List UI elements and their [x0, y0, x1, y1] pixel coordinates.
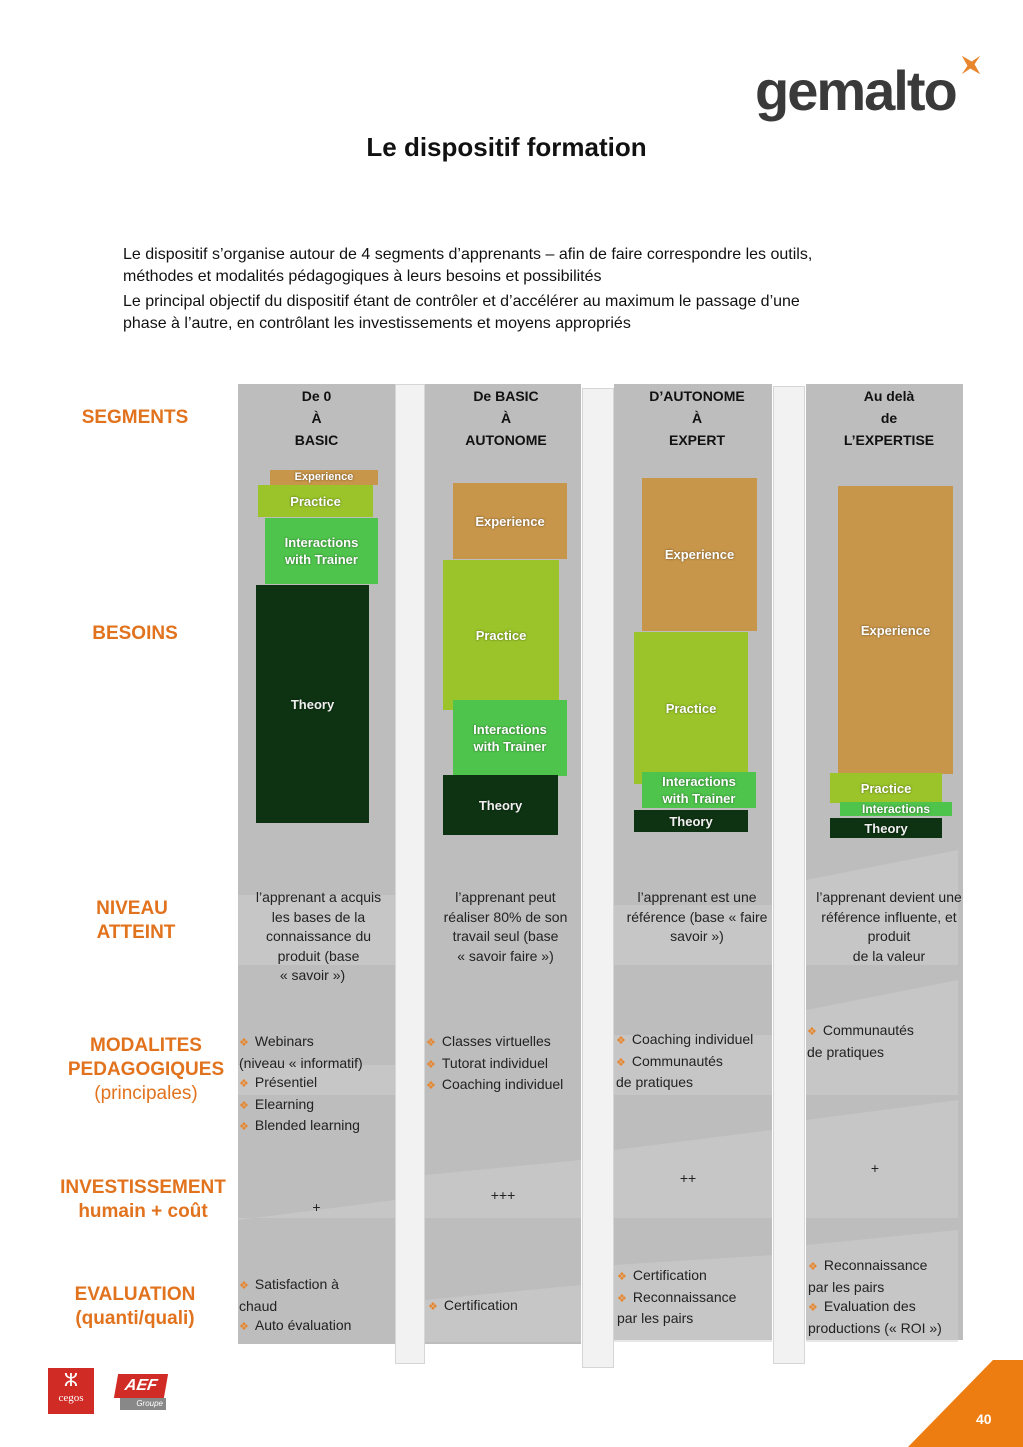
- label-line: EVALUATION: [74, 1284, 196, 1305]
- text-line: savoir »): [670, 928, 724, 944]
- evaluation-list-3: [617, 1266, 777, 1329]
- list-item: ❖ Reconnaissance: [808, 1257, 928, 1273]
- row-label-niveau: [32, 897, 232, 945]
- investissement-value-3: ++: [679, 1170, 697, 1186]
- need-practice-1: Practice: [258, 485, 373, 517]
- row-label-modalites: [46, 1034, 246, 1106]
- header-line: D’AUTONOME: [649, 388, 745, 404]
- bullet-icon: ❖: [239, 1280, 249, 1292]
- need-experience-3: Experience: [642, 478, 757, 631]
- need-experience-2: Experience: [453, 483, 567, 559]
- text-line: connaissance du: [265, 928, 372, 944]
- text-line: « savoir »): [279, 967, 346, 983]
- bullet-icon: ❖: [808, 1302, 818, 1314]
- niveau-text-1: [240, 888, 397, 986]
- text-line: l’apprenant peut: [455, 889, 556, 905]
- aef-text: AEF: [114, 1374, 168, 1398]
- row-label-segments: SEGMENTS: [81, 407, 189, 428]
- list-item: ❖ Coaching individuel: [426, 1076, 564, 1092]
- list-item: par les pairs: [808, 1278, 885, 1295]
- investissement-value-1: +: [312, 1199, 321, 1215]
- text-line: produit: [867, 928, 911, 944]
- header-line: BASIC: [294, 432, 339, 448]
- segment-header-2: [425, 385, 587, 451]
- modalites-list-3: [616, 1030, 782, 1093]
- header-line: À: [311, 410, 322, 426]
- header-line: EXPERT: [668, 432, 725, 448]
- need-interactions-4: Interactions: [840, 802, 952, 816]
- bullet-icon: ❖: [617, 1271, 627, 1283]
- list-item: ❖ Certification: [428, 1297, 518, 1313]
- aef-subtext: Groupe: [120, 1398, 166, 1410]
- evaluation-list-1: [239, 1275, 399, 1338]
- need-interactions-2: Interactions with Trainer: [453, 700, 567, 776]
- list-item: ❖ Blended learning: [239, 1117, 360, 1133]
- header-line: De BASIC: [473, 388, 539, 404]
- intro-line: méthodes et modalités pédagogiques à leurs besoins et possibilités: [123, 268, 602, 285]
- bullet-icon: ❖: [239, 1321, 249, 1333]
- text-line: les bases de la: [271, 908, 366, 925]
- need-experience-4: Experience: [838, 486, 953, 774]
- niveau-text-2: [428, 888, 583, 966]
- logo-star-icon: [958, 52, 984, 78]
- need-practice-3: Practice: [634, 632, 748, 784]
- list-item: ❖ Certification: [617, 1267, 707, 1283]
- header-line: À: [691, 410, 703, 426]
- gemalto-logo: gemalto: [755, 59, 956, 122]
- cegos-text: cegos: [58, 1392, 84, 1404]
- list-item: ❖ Tutorat individuel: [426, 1054, 548, 1071]
- list-item: par les pairs: [617, 1310, 694, 1326]
- header-line: L’EXPERTISE: [843, 432, 935, 448]
- list-item: de pratiques: [616, 1074, 694, 1090]
- row-label-besoins: BESOINS: [92, 623, 178, 644]
- text-line: de la valeur: [852, 947, 926, 964]
- investissement-value-2: +++: [490, 1187, 516, 1203]
- investissement-value-4: +: [870, 1160, 880, 1176]
- header-line: AUTONOME: [465, 432, 547, 448]
- cegos-symbol-icon: ⵣ: [63, 1370, 79, 1390]
- label-line: PEDAGOGIQUES: [67, 1059, 225, 1080]
- list-item: ❖ Reconnaissance: [617, 1288, 737, 1305]
- bullet-icon: ❖: [426, 1037, 436, 1049]
- list-item: ❖ Présentiel: [239, 1074, 318, 1090]
- intro-paragraph-2: [123, 291, 983, 335]
- need-theory-2: Theory: [443, 775, 558, 835]
- page-title: Le dispositif formation: [366, 132, 647, 162]
- bullet-icon: ❖: [428, 1301, 438, 1313]
- intro-line: phase à l’autre, en contrôlant les investissements et moyens appropriés: [123, 315, 631, 332]
- text-line: réaliser 80% de son: [443, 908, 568, 925]
- list-item: ❖ Elearning: [239, 1095, 315, 1112]
- modalites-list-2: [426, 1032, 591, 1097]
- bullet-icon: ❖: [426, 1058, 436, 1071]
- niveau-text-4: [804, 888, 974, 966]
- list-item: ❖ Communautés: [616, 1052, 723, 1069]
- label-line: (principales): [94, 1083, 198, 1104]
- list-item: ❖ Evaluation des: [808, 1298, 916, 1314]
- modalites-list-1: [239, 1032, 399, 1138]
- list-item: chaud: [239, 1297, 278, 1314]
- need-interactions-3: Interactions with Trainer: [642, 772, 756, 808]
- niveau-text-3: [614, 888, 780, 947]
- bullet-icon: ❖: [239, 1078, 249, 1090]
- need-theory-1: Theory: [256, 585, 369, 823]
- label-line: NIVEAU: [96, 898, 168, 919]
- segment-header-4: [806, 385, 972, 451]
- need-practice-2: Practice: [443, 560, 559, 710]
- list-item: ❖ Communautés: [807, 1022, 914, 1038]
- row-label-evaluation: [35, 1283, 235, 1331]
- header-line: de: [880, 410, 898, 426]
- modalites-list-4: [807, 1021, 967, 1062]
- list-item: ❖ Auto évaluation: [239, 1317, 352, 1333]
- list-item: ❖ Classes virtuelles: [426, 1033, 551, 1049]
- list-item: (niveau « informatif): [239, 1054, 363, 1071]
- bullet-icon: ❖: [616, 1035, 626, 1047]
- header-line: À: [500, 410, 512, 426]
- intro-line: Le dispositif s’organise autour de 4 segments d’apprenants – afin de faire correspondre les outils,: [123, 246, 813, 263]
- list-item: ❖ Webinars: [239, 1033, 314, 1049]
- text-line: référence influente, et: [821, 908, 957, 925]
- bullet-icon: ❖: [808, 1261, 818, 1273]
- bullet-icon: ❖: [239, 1121, 249, 1133]
- bullet-icon: ❖: [807, 1026, 817, 1038]
- segment-header-3: [614, 385, 780, 451]
- page-corner-triangle: [908, 1360, 1023, 1447]
- intro-line: Le principal objectif du dispositif étant de contrôler et d’accélérer au maximum le passage d’une: [123, 293, 800, 310]
- text-line: référence (base « faire: [626, 908, 768, 925]
- list-item: de pratiques: [807, 1043, 885, 1060]
- label-line: MODALITES: [90, 1035, 202, 1056]
- bullet-icon: ❖: [617, 1292, 627, 1305]
- intro-paragraph-1: [123, 244, 983, 288]
- need-interactions-1: Interactions with Trainer: [265, 518, 378, 584]
- list-item: ❖ Satisfaction à: [239, 1276, 339, 1292]
- need-theory-3: Theory: [634, 810, 748, 832]
- page-number: 40: [976, 1411, 992, 1427]
- bullet-icon: ❖: [239, 1037, 249, 1049]
- evaluation-list-4: [808, 1256, 973, 1338]
- need-theory-4: Theory: [830, 818, 942, 838]
- header-line: Au delà: [863, 388, 915, 404]
- need-practice-4: Practice: [830, 773, 942, 803]
- list-item: ❖ Coaching individuel: [616, 1031, 754, 1047]
- aef-logo: [116, 1374, 166, 1410]
- segment-header-1: [238, 385, 395, 451]
- header-line: De 0: [301, 388, 332, 404]
- text-line: produit (base: [277, 947, 360, 964]
- label-line: humain + coût: [78, 1201, 208, 1222]
- text-line: l’apprenant devient une: [816, 889, 962, 905]
- text-line: travail seul (base: [452, 928, 559, 944]
- bullet-icon: ❖: [239, 1099, 249, 1112]
- label-line: ATTEINT: [96, 922, 176, 943]
- text-line: l’apprenant est une: [637, 889, 757, 905]
- bullet-icon: ❖: [426, 1080, 436, 1092]
- label-line: (quanti/quali): [75, 1308, 195, 1329]
- row-label-investissement: [43, 1176, 243, 1224]
- cegos-logo: [48, 1368, 94, 1414]
- text-line: l’apprenant a acquis: [255, 889, 382, 905]
- text-line: « savoir faire »): [457, 947, 554, 964]
- list-item: productions (« ROI »): [808, 1319, 942, 1336]
- need-experience-1: Experience: [270, 470, 378, 485]
- evaluation-list-2: [428, 1296, 583, 1318]
- label-line: INVESTISSEMENT: [60, 1177, 226, 1198]
- bullet-icon: ❖: [616, 1056, 626, 1069]
